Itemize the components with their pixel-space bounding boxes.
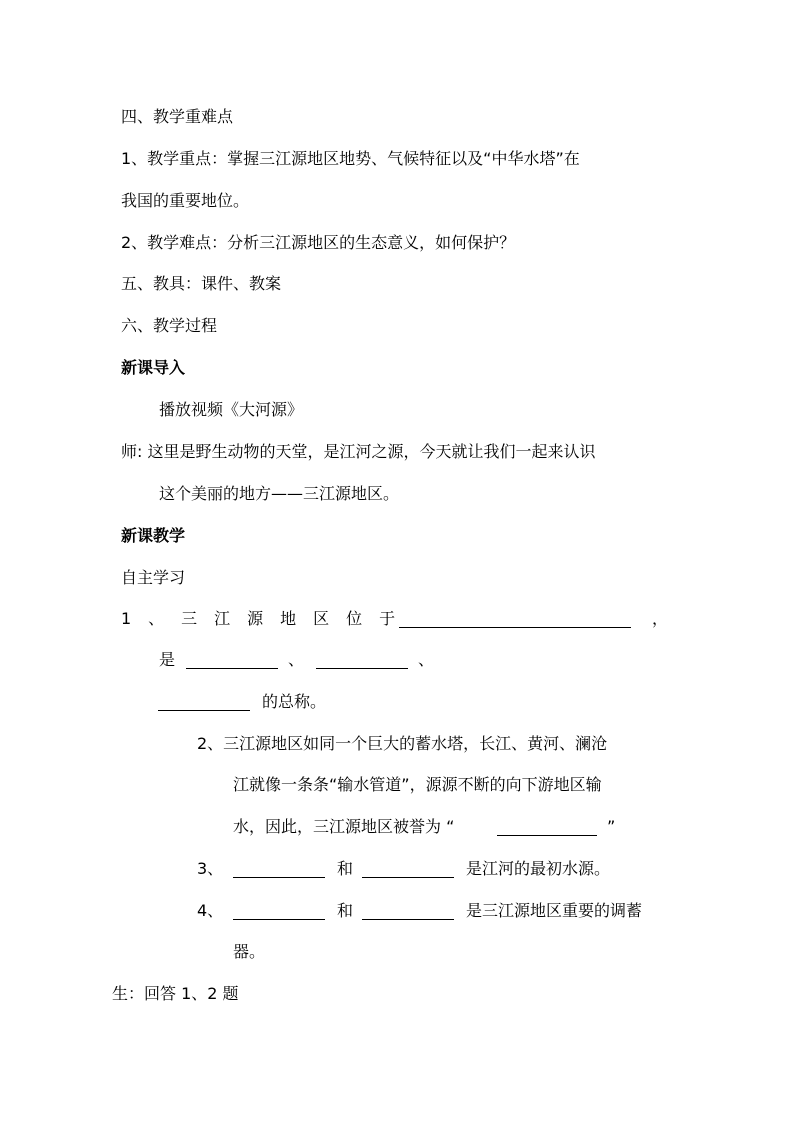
q4-num: 4、 bbox=[197, 901, 224, 920]
section4-heading: 四、教学重难点 bbox=[121, 107, 234, 126]
play-video-line: 播放视频《大河源》 bbox=[159, 400, 304, 419]
section6-heading: 六、教学过程 bbox=[121, 316, 218, 335]
q3-blank-1[interactable] bbox=[233, 859, 325, 878]
q4-suffix: 是三江源地区重要的调蓄 bbox=[466, 901, 643, 920]
intro-title: 新课导入 bbox=[121, 358, 186, 377]
q1-blank-2[interactable] bbox=[316, 650, 408, 669]
q4-line2: 器。 bbox=[233, 942, 266, 961]
q2-line2: 江就像一条条“输水管道”，源源不断的向下游地区输 bbox=[233, 775, 602, 794]
q1-suffix: 的总称。 bbox=[262, 692, 327, 711]
q3-blank-2[interactable] bbox=[362, 859, 454, 878]
section5-heading: 五、教具：课件、教案 bbox=[121, 274, 282, 293]
key-point-line2: 我国的重要地位。 bbox=[121, 191, 250, 210]
q1-blank-3[interactable] bbox=[158, 692, 250, 711]
q3-and: 和 bbox=[337, 859, 354, 878]
q1-blank-1[interactable] bbox=[186, 650, 278, 669]
self-study-label: 自主学习 bbox=[121, 568, 186, 587]
q1-prefix: 1、三江源地区位于 bbox=[121, 609, 413, 628]
q1-sep1: 、 bbox=[288, 650, 305, 669]
teaching-title: 新课教学 bbox=[121, 526, 186, 545]
q3-suffix: 是江河的最初水源。 bbox=[466, 859, 611, 878]
teacher-line2: 这个美丽的地方——三江源地区。 bbox=[159, 484, 400, 503]
q1-blank-location[interactable] bbox=[399, 609, 631, 628]
student-answer: 生：回答 1、2 题 bbox=[112, 984, 239, 1003]
q4-blank-2[interactable] bbox=[362, 901, 454, 920]
q1-is: 是 bbox=[159, 650, 176, 669]
q2-line3-suffix: ” bbox=[607, 817, 616, 836]
teacher-line1: 师: 这里是野生动物的天堂，是江河之源，今天就让我们一起来认识 bbox=[121, 442, 596, 461]
q2-blank[interactable] bbox=[497, 817, 597, 836]
q3-num: 3、 bbox=[197, 859, 224, 878]
key-point-line1: 1、教学重点：掌握三江源地区地势、气候特征以及“中华水塔”在 bbox=[121, 149, 580, 168]
q4-blank-1[interactable] bbox=[233, 901, 325, 920]
difficult-point: 2、教学难点：分析三江源地区的生态意义，如何保护？ bbox=[121, 233, 516, 252]
q4-and: 和 bbox=[337, 901, 354, 920]
q2-line3-prefix: 水，因此，三江源地区被誉为 “ bbox=[233, 817, 455, 836]
q1-sep2: 、 bbox=[418, 650, 435, 669]
q2-line1: 2、三江源地区如同一个巨大的蓄水塔，长江、黄河、澜沧 bbox=[197, 734, 608, 753]
q1-comma: ， bbox=[652, 609, 669, 628]
